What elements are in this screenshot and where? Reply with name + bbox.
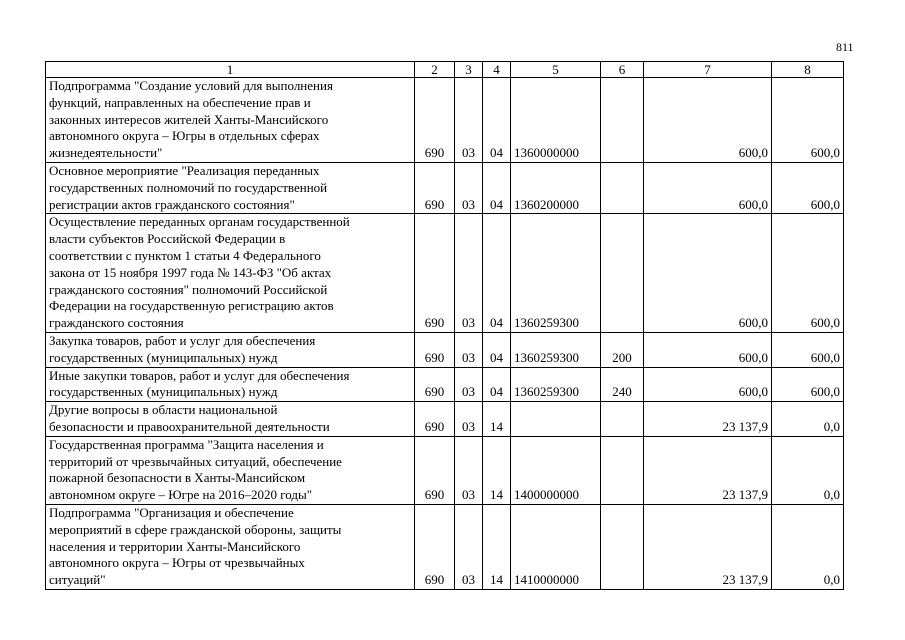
page-number: 811 <box>836 40 854 54</box>
cell-ministry-code: 690 <box>415 214 455 333</box>
cell-subsection: 04 <box>483 78 511 163</box>
cell-amount-2: 0,0 <box>772 504 844 589</box>
table-row <box>46 78 844 163</box>
row-description-text: Другие вопросы в области национальной безопасности и правоохранительной деятельности <box>49 402 330 434</box>
row-description <box>46 402 415 437</box>
cell-amount-2: 600,0 <box>772 332 844 367</box>
row-description <box>46 214 415 333</box>
table-row <box>46 214 844 333</box>
cell-amount-1: 600,0 <box>644 332 772 367</box>
cell-ministry-code: 690 <box>415 78 455 163</box>
cell-amount-2: 600,0 <box>772 367 844 402</box>
cell-section: 03 <box>455 162 483 213</box>
cell-target-article: 1410000000 <box>511 504 601 589</box>
cell-target-article <box>511 402 601 437</box>
cell-target-article: 1400000000 <box>511 436 601 504</box>
cell-subsection: 14 <box>483 402 511 437</box>
cell-amount-1: 23 137,9 <box>644 402 772 437</box>
row-description <box>46 504 415 589</box>
row-description <box>46 78 415 163</box>
cell-section: 03 <box>455 78 483 163</box>
row-description-text: Основное мероприятие "Реализация переданных государственных полномочий по государственной регистрации актов гражданского состояния" <box>49 162 328 212</box>
cell-target-article: 1360000000 <box>511 78 601 163</box>
cell-expense-type <box>601 214 644 333</box>
cell-amount-1: 23 137,9 <box>644 436 772 504</box>
cell-ministry-code: 690 <box>415 436 455 504</box>
cell-section: 03 <box>455 332 483 367</box>
row-description-text: Закупка товаров, работ и услуг для обеспечения государственных (муниципальных) нужд <box>49 332 316 365</box>
cell-amount-2: 0,0 <box>772 436 844 504</box>
cell-target-article: 1360200000 <box>511 162 601 213</box>
cell-subsection: 04 <box>483 214 511 333</box>
cell-amount-2: 600,0 <box>772 78 844 163</box>
cell-ministry-code: 690 <box>415 162 455 213</box>
row-description <box>46 436 415 504</box>
row-description-text: Иные закупки товаров, работ и услуг для обеспечения государственных (муниципальных) нужд <box>49 367 350 400</box>
cell-amount-1: 23 137,9 <box>644 504 772 589</box>
column-header: 3 <box>455 62 483 78</box>
row-description <box>46 162 415 213</box>
budget-table <box>45 61 844 590</box>
cell-target-article: 1360259300 <box>511 332 601 367</box>
column-header: 4 <box>483 62 511 78</box>
column-header: 1 <box>46 62 415 78</box>
row-description-text: Подпрограмма "Организация и обеспечение мероприятий в сфере гражданской обороны, защиты населения и территории Ханты-Мансийского автономного округа – Югры от чрезвычайных ситуаций" <box>49 504 342 588</box>
cell-section: 03 <box>455 436 483 504</box>
row-description <box>46 332 415 367</box>
cell-target-article: 1360259300 <box>511 367 601 402</box>
cell-expense-type: 200 <box>601 332 644 367</box>
table-row <box>46 162 844 213</box>
table-row <box>46 436 844 504</box>
table-body <box>46 62 844 590</box>
column-header: 8 <box>772 62 844 78</box>
cell-expense-type <box>601 162 644 213</box>
cell-section: 03 <box>455 214 483 333</box>
cell-amount-1: 600,0 <box>644 78 772 163</box>
cell-expense-type <box>601 78 644 163</box>
cell-section: 03 <box>455 504 483 589</box>
cell-subsection: 14 <box>483 504 511 589</box>
cell-section: 03 <box>455 402 483 437</box>
cell-expense-type <box>601 504 644 589</box>
row-description-text: Государственная программа "Защита населения и территорий от чрезвычайных ситуаций, обеспечение пожарной безопасности в Ханты-Мансийском автономном округе – Югре на 2016–2020 годы" <box>49 436 342 503</box>
column-header: 7 <box>644 62 772 78</box>
cell-amount-1: 600,0 <box>644 162 772 213</box>
column-header: 5 <box>511 62 601 78</box>
cell-ministry-code: 690 <box>415 367 455 402</box>
cell-subsection: 04 <box>483 162 511 213</box>
column-header: 6 <box>601 62 644 78</box>
cell-ministry-code: 690 <box>415 504 455 589</box>
cell-subsection: 04 <box>483 332 511 367</box>
cell-target-article: 1360259300 <box>511 214 601 333</box>
table-row <box>46 367 844 402</box>
cell-amount-2: 0,0 <box>772 402 844 437</box>
cell-amount-1: 600,0 <box>644 214 772 333</box>
cell-expense-type <box>601 402 644 437</box>
cell-expense-type <box>601 436 644 504</box>
cell-section: 03 <box>455 367 483 402</box>
cell-ministry-code: 690 <box>415 402 455 437</box>
table-row <box>46 332 844 367</box>
column-header: 2 <box>415 62 455 78</box>
row-description <box>46 367 415 402</box>
cell-amount-2: 600,0 <box>772 214 844 333</box>
cell-expense-type: 240 <box>601 367 644 402</box>
cell-amount-2: 600,0 <box>772 162 844 213</box>
cell-subsection: 04 <box>483 367 511 402</box>
cell-subsection: 14 <box>483 436 511 504</box>
row-description-text: Осуществление переданных органам государственной власти субъектов Российской Федерации в соответствии с пунктом 1 статьи 4 Федерального закона от 15 ноября 1997 года № 143-ФЗ "Об актах гражданского состояния" полномочий Российской Федерации на государственную регистрацию актов гражданского состояния <box>49 214 350 331</box>
row-description-text: Подпрограмма "Создание условий для выполнения функций, направленных на обеспечение прав и законных интересов жителей Ханты-Мансийского автономного округа – Югры в отдельных сферах жизнедеятельности" <box>49 78 333 161</box>
cell-amount-1: 600,0 <box>644 367 772 402</box>
table-row <box>46 402 844 437</box>
cell-ministry-code: 690 <box>415 332 455 367</box>
table-row <box>46 504 844 589</box>
header-row <box>46 62 844 78</box>
